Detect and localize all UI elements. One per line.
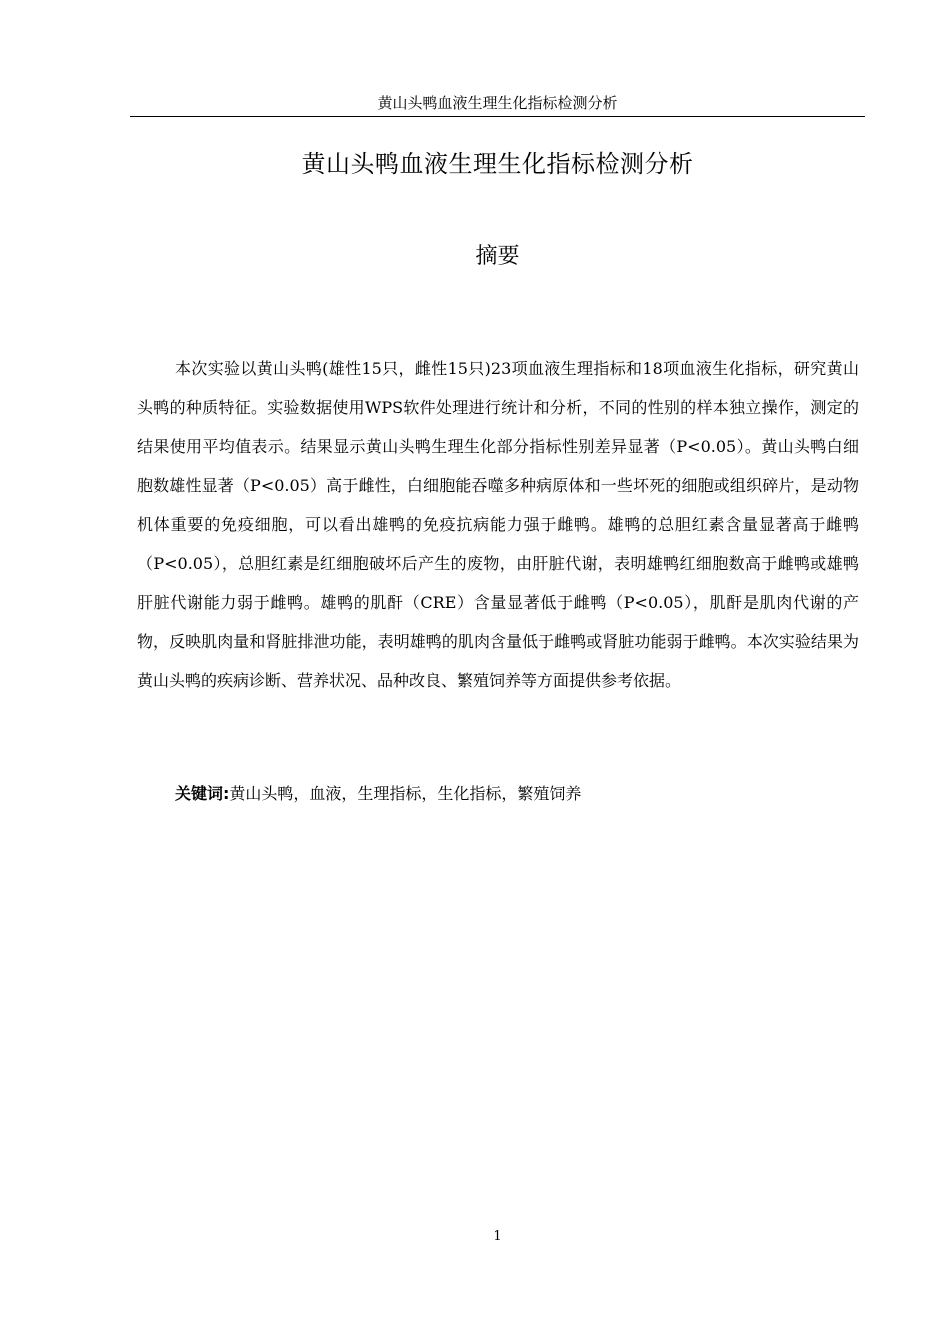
abstract-heading: 摘要 [475,244,520,269]
keywords-value: 黄山头鸭，血液，生理指标，生化指标，繁殖饲养 [229,784,582,803]
keywords-line [137,778,859,809]
header-divider [130,116,865,117]
keywords-label: 关键词: [175,784,230,803]
page-number: 1 [493,1229,502,1244]
document-title: 黄山头鸭血液生理生化指标检测分析 [301,150,694,178]
abstract-paragraph: 本次实验以黄山头鸭(雄性15只，雌性15只)23项血液生理指标和18项血液生化指标，研究黄山头鸭的种质特征。实验数据使用WPS软件处理进行统计和分析，不同的性别的样本独立操作，测定的结果使用平均值表示。结果显示黄山头鸭生理生化部分指标性别差异显著（P<0.05）。黄山头鸭白细胞数雄性显著（P<0.05）高于雌性，白细胞能吞噬多种病原体和一些坏死的细胞或组织碎片，是动物机体重要的免疫细胞，可以看出雄鸭的免疫抗病能力强于雌鸭。雄鸭的总胆红素含量显著高于雌鸭（P<0.05），总胆红素是红细胞破坏后产生的废物，由肝脏代谢，表明雄鸭红细胞数高于雌鸭或雄鸭肝脏代谢能力弱于雌鸭。雄鸭的肌酐（CRE）含量显著低于雌鸭（P<0.05），肌酐是肌肉代谢的产物，反映肌肉量和肾脏排泄功能，表明雄鸭的肌肉含量低于雌鸭或肾脏功能弱于雌鸭。本次实验结果为黄山头鸭的疾病诊断、营养状况、品种改良、繁殖饲养等方面提供参考依据。 [137,359,859,690]
running-header: 黄山头鸭血液生理生化指标检测分析 [377,94,618,112]
